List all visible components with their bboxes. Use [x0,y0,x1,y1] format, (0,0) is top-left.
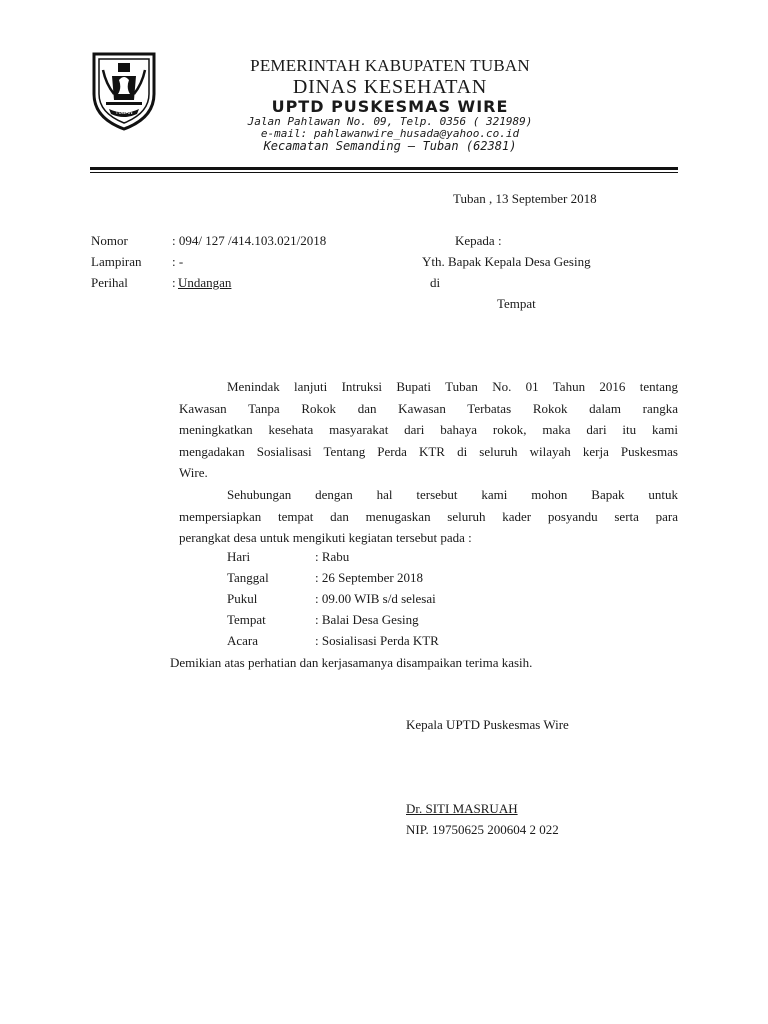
recipient-kepada: Kepada : [455,233,502,248]
lampiran-value: : - [172,254,184,269]
closing-sentence: Demikian atas perhatian dan kerjasamanya disampaikan terima kasih. [170,655,533,670]
recipient-tempat: Tempat [497,296,536,311]
letterhead-institution: UPTD PUSKESMAS WIRE [271,97,509,116]
signature-nip: NIP. 19750625 200604 2 022 [406,822,559,837]
body-paragraph-2 [179,484,678,549]
signature-name: Dr. SITI MASRUAH [406,801,518,816]
body-line: perangkat desa untuk mengikuti kegiatan tersebut pada : [179,530,472,545]
event-label-tanggal: Tanggal [227,570,269,585]
letterhead-government: PEMERINTAH KABUPATEN TUBAN [250,56,530,75]
perihal-label: Perihal [91,275,128,290]
signature-title: Kepala UPTD Puskesmas Wire [406,717,569,732]
body-paragraph-1 [179,376,678,484]
body-line: Kawasan Tanpa Rokok dan Kawasan Terbatas Rokok dalam rangka [179,400,678,416]
event-value-pukul: : 09.00 WIB s/d selesai [315,591,436,606]
event-label-pukul: Pukul [227,591,258,606]
letterhead-divider-thick [90,167,678,170]
nomor-label: Nomor [91,233,128,248]
letterhead-divider-thin [90,172,678,173]
event-value-hari: : Rabu [315,549,350,564]
body-line: Wire. [179,465,208,480]
event-value-acara: : Sosialisasi Perda KTR [315,633,439,648]
body-line: mengadakan Sosialisasi Tentang Perda KTR di seluruh wilayah kerja Puskesmas [179,443,678,459]
event-label-tempat: Tempat [227,612,266,627]
body-line: mempersiapkan tempat dan menugaskan seluruh kader posyandu serta para [179,508,678,524]
recipient-di: di [430,275,441,290]
letterhead-address: Jalan Pahlawan No. 09, Telp. 0356 ( 321989) [247,115,533,128]
event-label-acara: Acara [227,633,259,648]
body-line: Menindak lanjuti Intruksi Bupati Tuban No. 01 Tahun 2016 tentang [227,379,678,394]
letterhead-email: e-mail: pahlawanwire_husada@yahoo.co.id [260,127,520,140]
event-label-hari: Hari [227,549,251,564]
body-line: Sehubungan dengan hal tersebut kami mohon Bapak untuk [227,487,678,502]
letterhead-district: Kecamatan Semanding – Tuban (62381) [263,139,517,153]
event-value-tanggal: : 26 September 2018 [315,570,423,585]
tuban-crest-logo [90,50,158,132]
lampiran-label: Lampiran [91,254,142,269]
event-value-tempat: : Balai Desa Gesing [315,612,419,627]
body-line: meningkatkan kesehata masyarakat dari bahaya rokok, maka dari itu kami [179,422,678,437]
logo-label: TUBAN [115,110,133,116]
perihal-value: Undangan [178,275,232,290]
recipient-name: Yth. Bapak Kepala Desa Gesing [422,254,591,269]
perihal-colon: : [172,275,176,290]
letterhead-department: DINAS KESEHATAN [292,76,488,98]
nomor-value: : 094/ 127 /414.103.021/2018 [172,233,327,248]
letter-date: Tuban , 13 September 2018 [453,191,597,206]
